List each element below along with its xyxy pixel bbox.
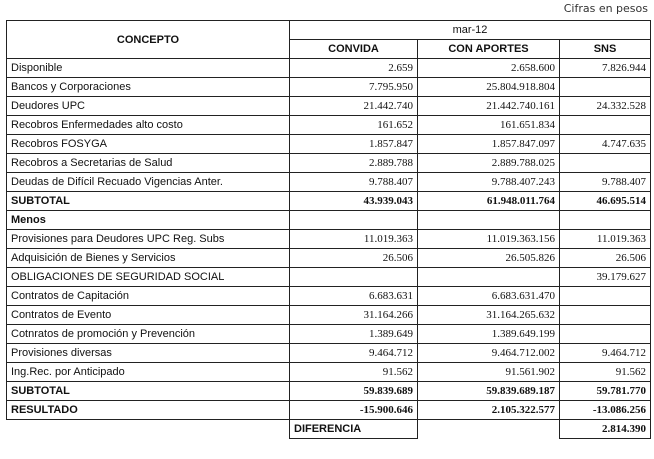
cell-con-aportes: 2.658.600 [418,59,560,78]
row-label: OBLIGACIONES DE SEGURIDAD SOCIAL [7,268,290,287]
cell-sns [560,78,651,97]
row-label: Provisiones para Deudores UPC Reg. Subs [7,230,290,249]
row-label: Contratos de Capitación [7,287,290,306]
row-label: SUBTOTAL [7,382,290,401]
cell-sns: 39.179.627 [560,268,651,287]
table-row [7,116,651,135]
table-row [7,59,651,78]
cell-convida: 7.795.950 [290,78,418,97]
cell-con-aportes: 2.105.322.577 [418,401,560,420]
cell-convida: 2.889.788 [290,154,418,173]
cell-sns: 7.826.944 [560,59,651,78]
row-label: Provisiones diversas [7,344,290,363]
cell-sns [560,287,651,306]
col-header-convida: CONVIDA [290,40,418,59]
cell-convida [290,211,418,230]
section-row [7,211,651,230]
cell-convida: 1.389.649 [290,325,418,344]
table-row [7,97,651,116]
table-row [7,306,651,325]
footer-spacer [7,420,290,439]
row-label: RESULTADO [7,401,290,420]
cell-con-aportes: 9.788.407.243 [418,173,560,192]
cell-con-aportes [418,211,560,230]
table-row [7,154,651,173]
cell-sns [560,325,651,344]
cell-sns [560,154,651,173]
cell-convida: 43.939.043 [290,192,418,211]
cell-sns: 9.788.407 [560,173,651,192]
cell-sns [560,211,651,230]
cell-con-aportes: 21.442.740.161 [418,97,560,116]
cell-convida: 9.788.407 [290,173,418,192]
cell-sns: -13.086.256 [560,401,651,420]
cell-convida: 26.506 [290,249,418,268]
col-header-con-aportes: CON APORTES [418,40,560,59]
cell-con-aportes: 59.839.689.187 [418,382,560,401]
cell-sns: 9.464.712 [560,344,651,363]
cell-convida: 91.562 [290,363,418,382]
cell-convida: 1.857.847 [290,135,418,154]
row-label: Contratos de Evento [7,306,290,325]
cell-sns: 91.562 [560,363,651,382]
table-row [7,344,651,363]
cell-con-aportes: 26.505.826 [418,249,560,268]
period-header: mar-12 [290,21,651,40]
row-label: Menos [7,211,290,230]
cell-con-aportes: 31.164.265.632 [418,306,560,325]
row-label: Adquisición de Bienes y Servicios [7,249,290,268]
table-row [7,173,651,192]
row-label: Ing.Rec. por Anticipado [7,363,290,382]
cell-convida: -15.900.646 [290,401,418,420]
row-label: Recobros FOSYGA [7,135,290,154]
subtotal-row [7,192,651,211]
row-label: Deudas de Difícil Recuado Vigencias Anter. [7,173,290,192]
units-note: Cifras en pesos [563,2,648,15]
cell-con-aportes: 6.683.631.470 [418,287,560,306]
cell-convida: 59.839.689 [290,382,418,401]
cell-convida [290,268,418,287]
concept-header: CONCEPTO [7,21,290,59]
row-label: Recobros a Secretarias de Salud [7,154,290,173]
cell-con-aportes: 1.389.649.199 [418,325,560,344]
cell-convida: 21.442.740 [290,97,418,116]
table-row [7,78,651,97]
cell-con-aportes: 61.948.011.764 [418,192,560,211]
cell-sns: 46.695.514 [560,192,651,211]
row-label: Cotnratos de promoción y Prevención [7,325,290,344]
difference-value: 2.814.390 [560,420,651,439]
cell-con-aportes: 2.889.788.025 [418,154,560,173]
table-row [7,363,651,382]
cell-sns: 26.506 [560,249,651,268]
difference-label: DIFERENCIA [290,420,418,439]
table-body [7,59,651,420]
footer-spacer-2 [418,420,560,439]
table-row [7,268,651,287]
financial-table [6,20,651,439]
cell-convida: 2.659 [290,59,418,78]
row-label: Bancos y Corporaciones [7,78,290,97]
cell-sns: 24.332.528 [560,97,651,116]
table-row [7,287,651,306]
result-row [7,401,651,420]
cell-con-aportes: 1.857.847.097 [418,135,560,154]
cell-con-aportes: 9.464.712.002 [418,344,560,363]
cell-sns: 4.747.635 [560,135,651,154]
cell-sns [560,116,651,135]
cell-convida: 9.464.712 [290,344,418,363]
row-label: Disponible [7,59,290,78]
cell-con-aportes: 25.804.918.804 [418,78,560,97]
cell-sns [560,306,651,325]
subtotal-row [7,382,651,401]
cell-con-aportes [418,268,560,287]
table-row [7,135,651,154]
table-row [7,230,651,249]
cell-convida: 161.652 [290,116,418,135]
table-row [7,325,651,344]
row-label: Recobros Enfermedades alto costo [7,116,290,135]
cell-con-aportes: 161.651.834 [418,116,560,135]
cell-convida: 6.683.631 [290,287,418,306]
cell-sns: 11.019.363 [560,230,651,249]
row-label: Deudores UPC [7,97,290,116]
cell-con-aportes: 91.561.902 [418,363,560,382]
cell-sns: 59.781.770 [560,382,651,401]
cell-convida: 11.019.363 [290,230,418,249]
table-row [7,249,651,268]
col-header-sns: SNS [560,40,651,59]
row-label: SUBTOTAL [7,192,290,211]
cell-con-aportes: 11.019.363.156 [418,230,560,249]
cell-convida: 31.164.266 [290,306,418,325]
